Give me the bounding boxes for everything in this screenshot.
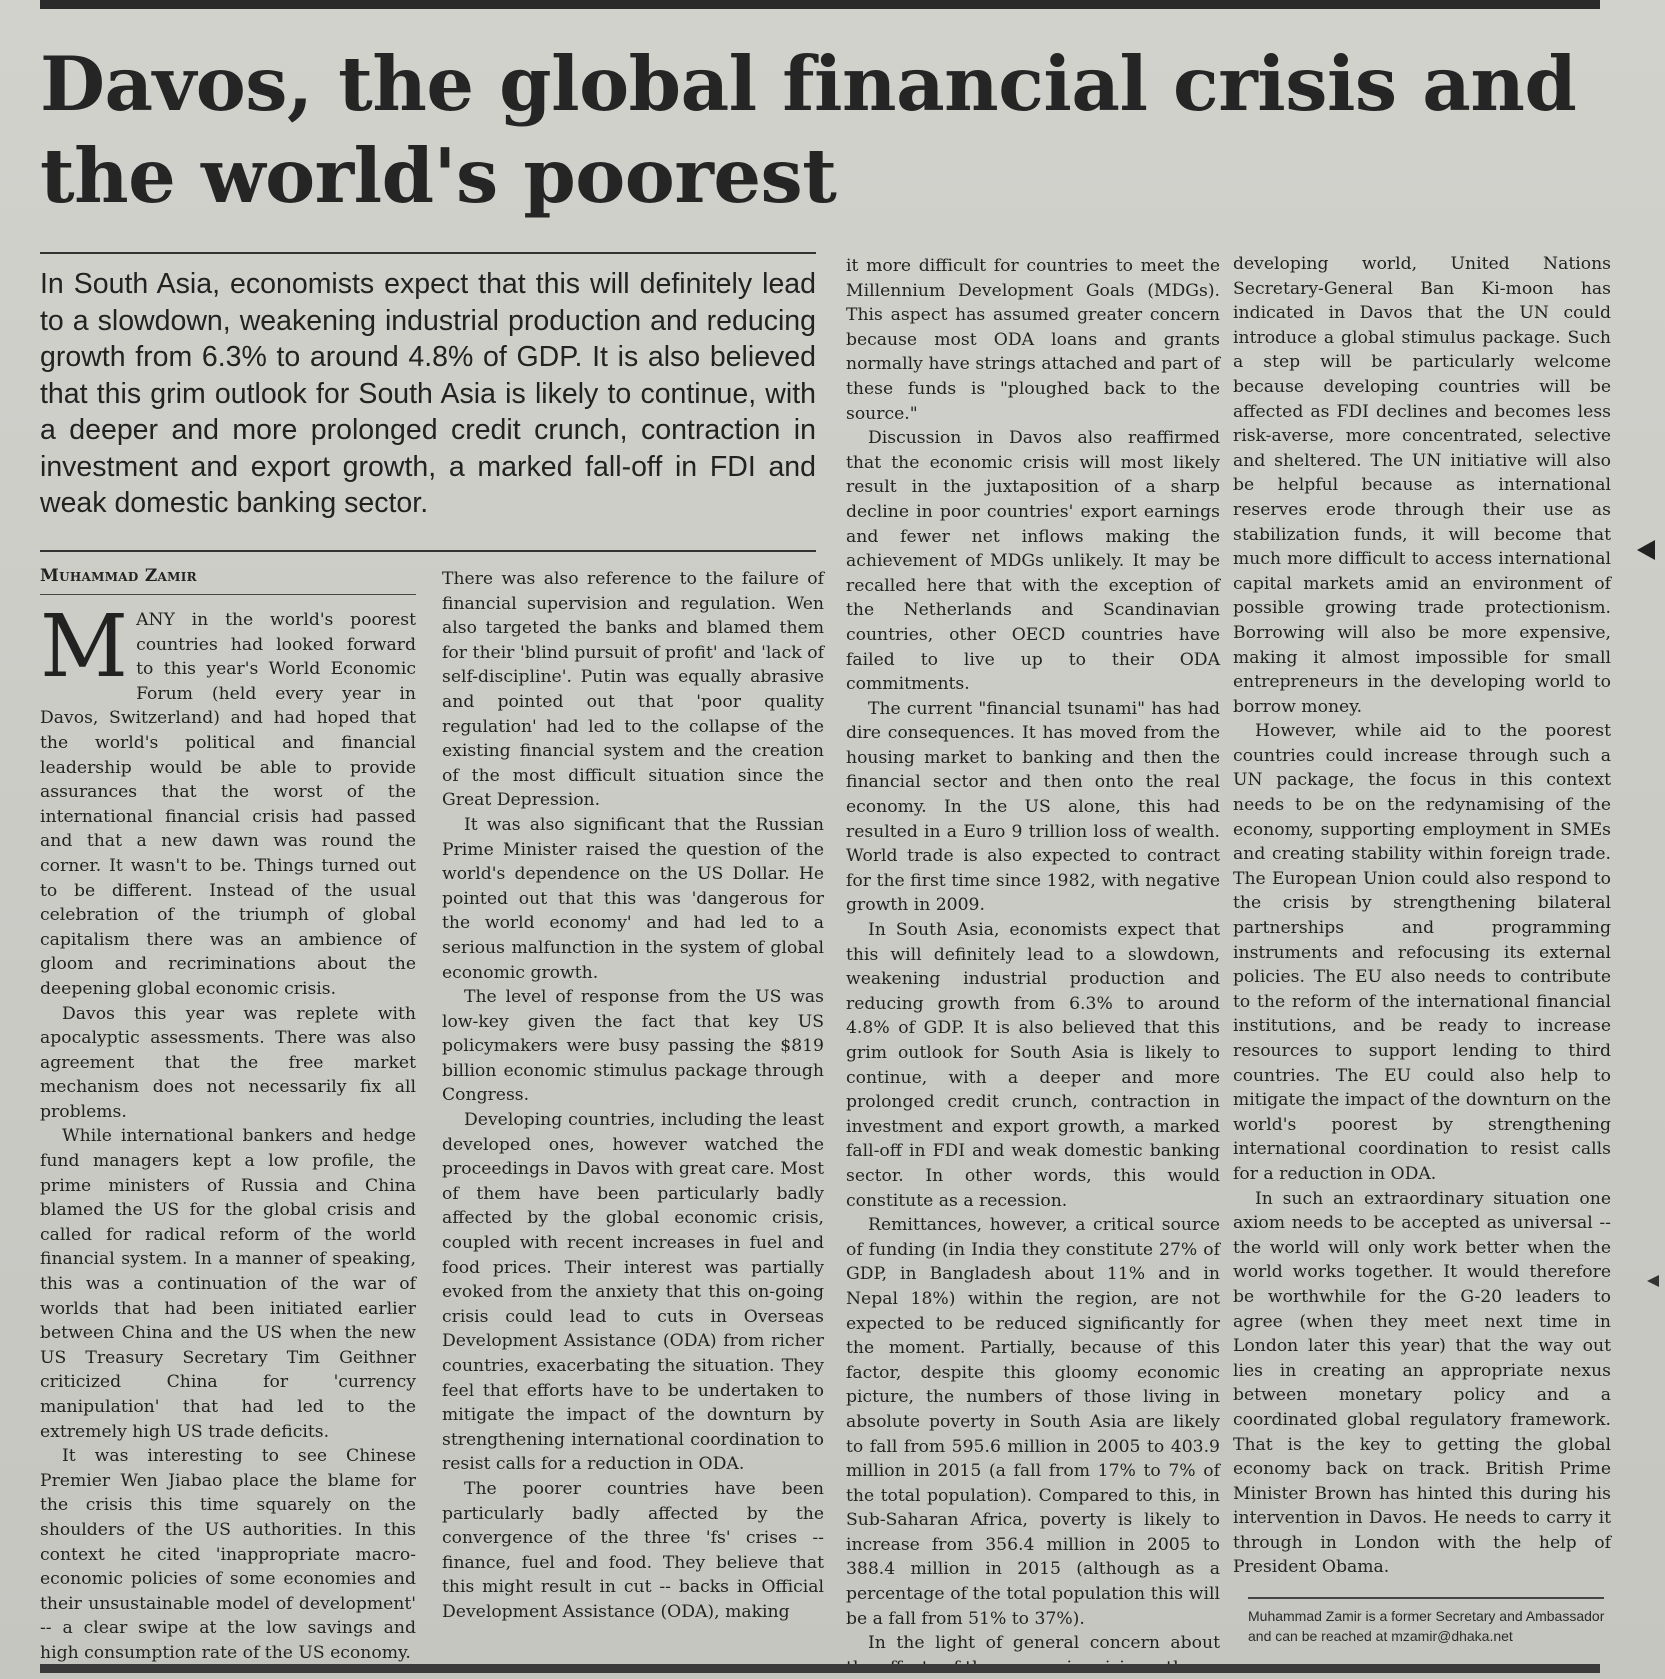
paragraph: The current "financial tsunami" has had dire consequences. It has moved from the housing market to banking and then the financial sector and then onto the real economy. In the US alone, this had resulted in a Euro 9 trillion loss of wealth. World trade is also expected to contract for the first time since 1982, with negative growth in 2009.: [846, 698, 1220, 916]
byline: Muhammad Zamir: [40, 566, 416, 595]
paragraph: In South Asia, economists expect that this will definitely lead to a slowdown, weakening industrial production and reducing growth from 6.3% to around 4.8% of GDP. It is also believed that this grim outlook for South Asia is likely to continue, with a deeper and more prolonged credit crunch, contraction in investment and export growth, a marked fall-off in FDI and weak domestic banking sector. In other words, this would constitute as a recession.: [846, 920, 1220, 1211]
margin-arrow-icon: [1647, 1275, 1659, 1287]
drop-cap: M: [40, 597, 129, 697]
paragraph: Developing countries, including the least developed ones, however watched the proceedings in Davos with great care. Most of them have been particularly badly affected by the global economic crisis, coupled with recent increases in fuel and food prices. Their interest was partially evoked from the anxiety that this on-going crisis could lead to cuts in Overseas Development Assistance (ODA) from richer countries, exacerbating the situation. They feel that efforts have to be undertaken to mitigate the impact of the downturn by strengthening international coordination to resist calls for a reduction in ODA.: [442, 1110, 824, 1475]
top-rule: [40, 0, 1600, 9]
deck-rule-top: [40, 252, 816, 254]
paragraph: In such an extraordinary situation one axiom needs to be accepted as universal -- the world will only work better when the world works together. It would therefore be worthwhile for the G-20 leaders to agree (when they meet next time in London later this year) that the way out lies in creating an appropriate nexus between monetary policy and a coordinated global regulatory framework. That is the key to getting the global economy back on track. British Prime Minister Brown has hinted this during his intervention in Davos. He needs to carry it through in London with the help of President Obama.: [1233, 1188, 1611, 1578]
paragraph: The level of response from the US was low-key given the fact that key US policymakers were busy passing the $819 billion economic stimulus package through Congress.: [442, 987, 824, 1106]
paragraph: Discussion in Davos also reaffirmed that the economic crisis will most likely result in the juxtaposition of a sharp decline in poor countries' export earnings and fewer net inflows making the achievement of MDGs unlikely. It may be recalled here that with the exception of the Netherlands and Scandinavian countries, other OECD countries have failed to live up to their ODA commitments.: [846, 428, 1220, 695]
bio-rule: [1248, 1597, 1604, 1599]
paragraph: It was interesting to see Chinese Premier Wen Jiabao place the blame for the crisis this time squarely on the shoulders of the US authorities. In this context he cited 'inappropriate macro-economic policies of some economies and their unsustainable model of development' -- a clear swipe at the low savings and high consumption rate of the US economy.: [40, 1446, 416, 1663]
paragraph: It was also significant that the Russian Prime Minister raised the question of the world's dependence on the US Dollar. He pointed out that this was 'dangerous for the world economy' and had led to a serious malfunction in the system of global economic growth.: [442, 814, 824, 983]
paragraph: it more difficult for countries to meet the Millennium Development Goals (MDGs). This aspect has assumed greater concern because most ODA loans and grants normally have strings attached and part of these funds is "ploughed back to the source.": [846, 256, 1220, 424]
margin-arrow-icon: [1637, 540, 1655, 560]
column-1: [40, 597, 416, 1663]
headline: Davos, the global financial crisis and the world's poorest: [40, 40, 1577, 220]
column-4: [1233, 252, 1611, 1592]
paragraph: However, while aid to the poorest countries could increase through such a UN package, the focus in this context needs to be on the redynamising of the economy, supporting employment in SMEs and creating stability within foreign trade. The European Union could also respond to the crisis by strengthening bilateral partnerships and programming instruments and refocusing its external policies. The EU also needs to contribute to the reform of the international financial institutions, and be ready to increase resources to support lending to third countries. The EU could also help to mitigate the impact of the downturn on the world's poorest by strengthening international coordination to resist calls for a reduction in ODA.: [1233, 721, 1611, 1184]
deck-rule-bottom: [40, 550, 816, 552]
paragraph: Remittances, however, a critical source of funding (in India they constitute 27% of GDP, in Bangladesh about 11% and in Nepal 18%) within the region, are not expected to be reduced significantly for the moment. Partially, because of this factor, despite this gloomy economic picture, the numbers of those living in absolute poverty in South Asia are likely to fall from 595.6 million in 2005 to 403.9 million in 2015 (a fall from 17% to 7% of the total population). Compared to this, in Sub-Saharan Africa, poverty is likely to increase from 356.4 million in 2005 to 388.4 million in 2015 (although as a percentage of the total population this will be a fall from 51% to 37%).: [846, 1215, 1220, 1629]
paragraph: MANY in the world's poorest countries had looked forward to this year's World Economic Forum (held every year in Davos, Switzerland) and had hoped that the world's political and financial leadership would be able to provide assurances that the worst of the international financial crisis had passed and that a new dawn was round the corner. It wasn't to be. Things turned out to be different. Instead of the usual celebration of the triumph of global capitalism there was an ambience of gloom and recriminations about the deepening global economic crisis.: [40, 597, 416, 999]
paragraph: There was also reference to the failure of financial supervision and regulation. Wen also targeted the banks and blamed them for their 'blind pursuit of profit' and 'lack of self-discipline'. Putin was equally abrasive and pointed out that 'poor quality regulation' had led to the collapse of the existing financial system and the creation of the most difficult situation since the Great Depression.: [442, 569, 824, 811]
deck-pull-quote: In South Asia, economists expect that this will definitely lead to a slowdown, weakening industrial production and reducing growth from 6.3% to around 4.8% of GDP. It is also believed that this grim outlook for South Asia is likely to continue, with a deeper and more prolonged credit crunch, contraction in investment and export growth, a marked fall-off in FDI and weak domestic banking sector.: [40, 268, 816, 519]
paragraph: While international bankers and hedge fund managers kept a low profile, the prime ministers of Russia and China blamed the US for the global crisis and called for radical reform of the world financial system. In a manner of speaking, this was a continuation of the war of worlds that had been initiated earlier between China and the US when the new US Treasury Secretary Tim Geithner criticized China for 'currency manipulation' that had led to the extremely high US trade deficits.: [40, 1126, 416, 1442]
paragraph: developing world, United Nations Secretary-General Ban Ki-moon has indicated in Davos that the UN could introduce a global stimulus package. Such a step will be particularly welcome because developing countries will be affected as FDI declines and becomes less risk-averse, more concentrated, selective and sheltered. The UN initiative will also be helpful because as international reserves erode through their use as stabilization funds, it will become that much more difficult to access international capital markets amid an environment of possible growing trade protectionism. Borrowing will also be more expensive, making it almost impossible for small entrepreneurs in the developing world to borrow money.: [1233, 254, 1611, 717]
column-2: [442, 567, 824, 1654]
paragraph: In the light of general concern about: [868, 1633, 1220, 1654]
paragraph: Davos this year was replete with apocalyptic assessments. There was also agreement that the free market mechanism does not necessarily fix all problems.: [40, 1003, 416, 1122]
bottom-rule: [40, 1664, 1600, 1673]
paragraph: The poorer countries have been particularly badly affected by the convergence of the three 'fs' crises -- finance, fuel and food. They believe that this might result in cut -- backs in Official Development Assistance (ODA), making: [442, 1478, 824, 1622]
author-bio: Muhammad Zamir is a former Secretary and Ambassador and can be reached at mzamir@dhaka.net: [1248, 1608, 1605, 1644]
column-3: [846, 254, 1220, 1654]
